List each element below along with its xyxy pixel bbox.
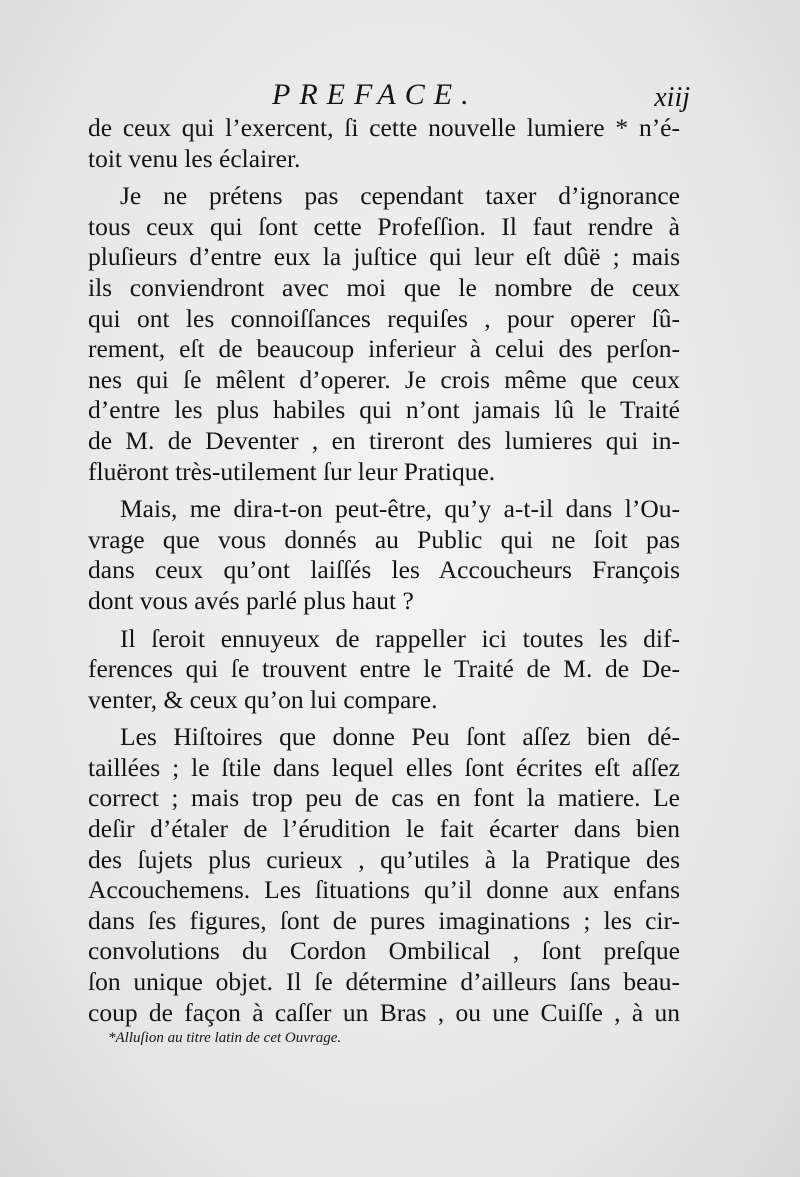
text-line: Accouchemens. Les ſituations qu’il donne aux enfans	[88, 875, 680, 905]
text-line: rement, eſt de beaucoup inferieur à celui des perſon-	[88, 334, 680, 364]
text-line: Mais, me dira-t-on peut-être, qu’y a-t-il dans l’Ou-	[120, 494, 680, 524]
text-line: dans ſes figures, ſont de pures imaginations ; les cir-	[88, 905, 680, 935]
text-line: tous ceux qui ſont cette Profeſſion. Il faut rendre à	[88, 211, 680, 241]
footnote: *Alluſion au titre latin de cet Ouvrage.	[108, 1030, 342, 1046]
text-line: Il ſeroit ennuyeux de rappeller ici toutes les dif-	[120, 623, 680, 653]
body-text	[88, 113, 680, 1028]
text-line: ferences qui ſe trouvent entre le Traité de M. de De-	[88, 654, 680, 684]
text-line: de ceux qui l’exercent, ſi cette nouvelle lumiere * n’é-	[88, 113, 680, 142]
text-line: nes qui ſe mêlent d’operer. Je crois même que ceux	[88, 364, 680, 394]
running-title: PREFACE.	[272, 78, 478, 111]
text-line: dont vous avés parlé plus haut ?	[88, 585, 414, 615]
text-line: dans ceux qu’ont laiſſés les Accoucheurs François	[88, 555, 680, 585]
text-line: toit venu les éclairer.	[88, 143, 301, 173]
text-line: fluëront très-utilement ſur leur Pratique.	[88, 456, 496, 486]
text-line: Les Hiſtoires que donne Peu ſont aſſez bien dé-	[120, 722, 680, 752]
text-line: vrage que vous donnés au Public qui ne ſoit pas	[88, 524, 680, 554]
text-line: ils conviendront avec moi que le nombre de ceux	[88, 272, 680, 302]
text-line: correct ; mais trop peu de cas en font la matiere. Le	[88, 783, 680, 813]
text-line: d’entre les plus habiles qui n’ont jamais lû le Traité	[88, 395, 680, 425]
text-line: pluſieurs d’entre eux la juſtice qui leur eſt dûë ; mais	[88, 242, 680, 272]
text-line: qui ont les connoiſſances requiſes , pour operer ſû-	[88, 303, 680, 333]
text-line: taillées ; le ſtile dans lequel elles ſont écrites eſt aſſez	[88, 752, 680, 782]
text-line: ſon unique objet. Il ſe détermine d’ailleurs ſans beau-	[88, 967, 680, 997]
text-line: des ſujets plus curieux , qu’utiles à la Pratique des	[88, 844, 680, 874]
text-line: convolutions du Cordon Ombilical , ſont preſque	[88, 936, 680, 966]
text-line: de M. de Deventer , en tireront des lumieres qui in-	[88, 425, 680, 455]
text-line: coup de façon à caſſer un Bras , ou une Cuiſſe , à un	[88, 997, 680, 1027]
text-line: deſir d’étaler de l’érudition le fait écarter dans bien	[88, 814, 680, 844]
page-number: xiij	[654, 82, 690, 113]
text-line: venter, & ceux qu’on lui compare.	[88, 684, 438, 714]
running-header	[0, 78, 800, 118]
text-line: Je ne prétens pas cependant taxer d’ignorance	[120, 181, 680, 211]
